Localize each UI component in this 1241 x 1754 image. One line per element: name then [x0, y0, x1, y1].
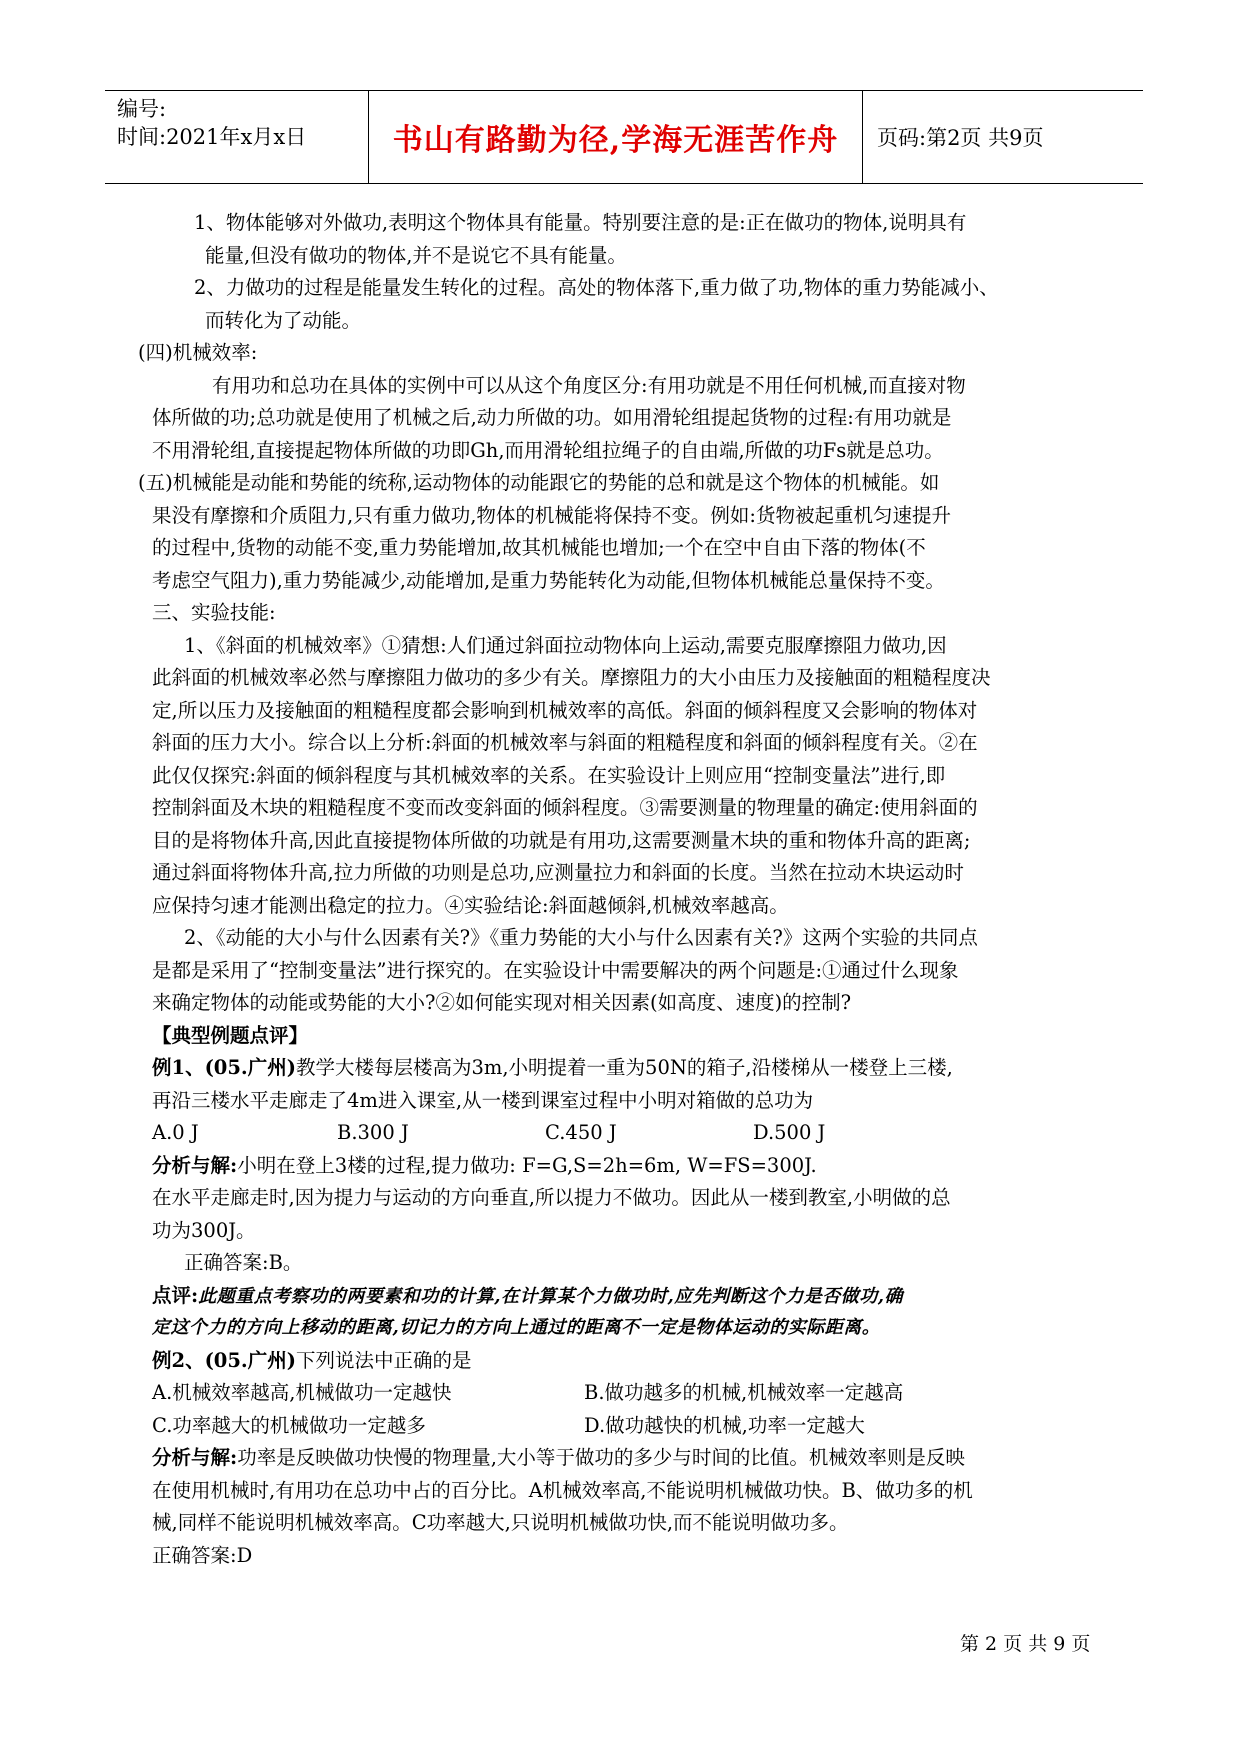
body-line: 果没有摩擦和介质阻力,只有重力做功,物体的机械能将保持不变。例如:货物被起重机匀速提升: [152, 503, 951, 527]
page-footer: 第 2 页 共 9 页: [960, 1633, 1091, 1655]
comment-label: 点评:: [152, 1283, 199, 1307]
body-line: 此斜面的机械效率必然与摩擦阻力做功的多少有关。摩擦阻力的大小由压力及接触面的粗糙程度决: [152, 666, 991, 689]
body-line: 定,所以压力及接触面的粗糙程度都会影响到机械效率的高低。斜面的倾斜程度又会影响的物体对: [152, 698, 978, 722]
option-b: B.300 J: [337, 1121, 409, 1144]
example-2-question: [152, 1345, 1102, 1378]
body-line: 此仅仅探究:斜面的倾斜程度与其机械效率的关系。在实验设计上则应用“控制变量法”进行,即: [152, 763, 946, 787]
body-line: 2、《动能的大小与什么因素有关?》《重力势能的大小与什么因素有关?》这两个实验的共同点: [184, 926, 978, 949]
document-number-label: 编号:: [117, 97, 167, 121]
body-line: 在水平走廊走时,因为提力与运动的方向垂直,所以提力不做功。因此从一楼到教室,小明做的总: [152, 1186, 951, 1209]
body-line: 2、力做功的过程是能量发生转化的过程。高处的物体落下,重力做了功,物体的重力势能减小、: [194, 276, 999, 299]
example-2-options-row2: [152, 1410, 1102, 1443]
comment-continued: 定这个力的方向上移动的距离,切记力的方向上通过的距离不一定是物体运动的实际距离。: [152, 1317, 881, 1338]
section-heading: 三、实验技能:: [152, 601, 276, 624]
body-line: 有用功和总功在具体的实例中可以从这个角度区分:有用功就是不用任何机械,而直接对物: [212, 373, 966, 397]
body-line: 的过程中,货物的动能不变,重力势能增加,故其机械能也增加;一个在空中自由下落的物体(不: [152, 536, 926, 559]
example-2-options-row1: [152, 1377, 1102, 1410]
body-line: 能量,但没有做功的物体,并不是说它不具有能量。: [205, 243, 627, 267]
option-b: B.做功越多的机械,机械效率一定越高: [584, 1381, 904, 1404]
option-d: D.做功越快的机械,功率一定越大: [584, 1413, 865, 1437]
comment-text: 此题重点考察功的两要素和功的计算,在计算某个力做功时,应先判断这个力是否做功,确: [198, 1285, 903, 1307]
body-line: 控制斜面及木块的粗糙程度不变而改变斜面的倾斜程度。③需要测量的物理量的确定:使用斜面的: [152, 796, 978, 819]
option-c: C.功率越大的机械做功一定越多: [152, 1413, 426, 1437]
body-line: 体所做的功;总功就是使用了机械之后,动力所做的功。如用滑轮组提起货物的过程:有用功就是: [152, 406, 952, 429]
body-line: (五)机械能是动能和势能的统称,运动物体的动能跟它的势能的总和就是这个物体的机械能。如: [138, 471, 940, 494]
analysis-1-text: 小明在登上3楼的过程,提力做功: F=G,S=2h=6m, W=FS=300J.: [237, 1153, 817, 1177]
option-a: A.机械效率越高,机械做功一定越快: [152, 1381, 452, 1404]
option-c: C.450 J: [545, 1121, 617, 1144]
header-motto: 书山有路勤为径,学海无涯苦作舟: [392, 123, 839, 158]
body-line: 目的是将物体升高,因此直接提物体所做的功就是有用功,这需要测量木块的重和物体升高的距离;: [152, 828, 971, 852]
analysis-2: [152, 1442, 1102, 1475]
document-time-label: 时间:2021年x月x日: [117, 125, 307, 149]
body-line: 是都是采用了“控制变量法”进行探究的。在实验设计中需要解决的两个问题是:①通过什么现象: [152, 958, 959, 982]
body-line: 考虑空气阻力),重力势能减少,动能增加,是重力势能转化为动能,但物体机械能总量保持不变。: [152, 568, 945, 592]
body-line: 再沿三楼水平走廊走了4m进入课室,从一楼到课室过程中小明对箱做的总功为: [152, 1088, 814, 1112]
body-line: 1、物体能够对外做功,表明这个物体具有能量。特别要注意的是:正在做功的物体,说明具有: [194, 211, 967, 234]
answer-1: 正确答案:B。: [184, 1251, 303, 1274]
body-line: 应保持匀速才能测出稳定的拉力。④实验结论:斜面越倾斜,机械效率越高。: [152, 893, 789, 917]
example-1-label: 例1、(05.广州): [152, 1056, 296, 1079]
header-page-info: 页码:第2页 共9页: [877, 126, 1044, 150]
comment: [152, 1280, 1102, 1313]
header-motto-cell: [369, 91, 863, 183]
page-header: [105, 90, 1143, 184]
example-1-options: [152, 1117, 1102, 1150]
header-left-cell: [105, 91, 369, 183]
analysis-1: [152, 1150, 1102, 1183]
answer-2: 正确答案:D: [152, 1543, 253, 1567]
body-line: 来确定物体的动能或势能的大小?②如何能实现对相关因素(如高度、速度)的控制?: [152, 991, 852, 1014]
body-line: 械,同样不能说明机械效率高。C功率越大,只说明机械做功快,而不能说明做功多。: [152, 1511, 849, 1534]
body-line: 1、《斜面的机械效率》①猜想:人们通过斜面拉动物体向上运动,需要克服摩擦阻力做功,因: [184, 633, 947, 657]
example-1-text: 教学大楼每层楼高为3m,小明提着一重为50N的箱子,沿楼梯从一楼登上三楼,: [295, 1056, 953, 1079]
section-heading-examples: 【典型例题点评】: [152, 1023, 309, 1047]
example-2-text: 下列说法中正确的是: [295, 1348, 472, 1372]
body-line: 而转化为了动能。: [205, 308, 362, 332]
example-1-question: [152, 1052, 1102, 1085]
body-line: 斜面的压力大小。综合以上分析:斜面的机械效率与斜面的粗糙程度和斜面的倾斜程度有关。②在: [152, 731, 978, 754]
option-d: D.500 J: [753, 1121, 826, 1144]
example-2-label: 例2、(05.广州): [152, 1348, 296, 1372]
body-line: 通过斜面将物体升高,拉力所做的功则是总功,应测量拉力和斜面的长度。当然在拉动木块运动时: [152, 861, 964, 884]
section-heading: (四)机械效率:: [138, 341, 258, 364]
body-line: 在使用机械时,有用功在总功中占的百分比。A机械效率高,不能说明机械做功快。B、做功多的机: [152, 1478, 973, 1502]
body-line: 不用滑轮组,直接提起物体所做的功即Gh,而用滑轮组拉绳子的自由端,所做的功Fs就是总功。: [152, 438, 944, 462]
body-line: 功为300J。: [152, 1218, 256, 1242]
header-right-cell: [863, 91, 1143, 183]
analysis-2-label: 分析与解:: [152, 1446, 238, 1469]
analysis-2-text: 功率是反映做功快慢的物理量,大小等于做功的多少与时间的比值。机械效率则是反映: [237, 1446, 965, 1469]
option-a: A.0 J: [152, 1121, 199, 1144]
document-body: [138, 207, 1102, 1572]
analysis-1-label: 分析与解:: [152, 1153, 238, 1177]
